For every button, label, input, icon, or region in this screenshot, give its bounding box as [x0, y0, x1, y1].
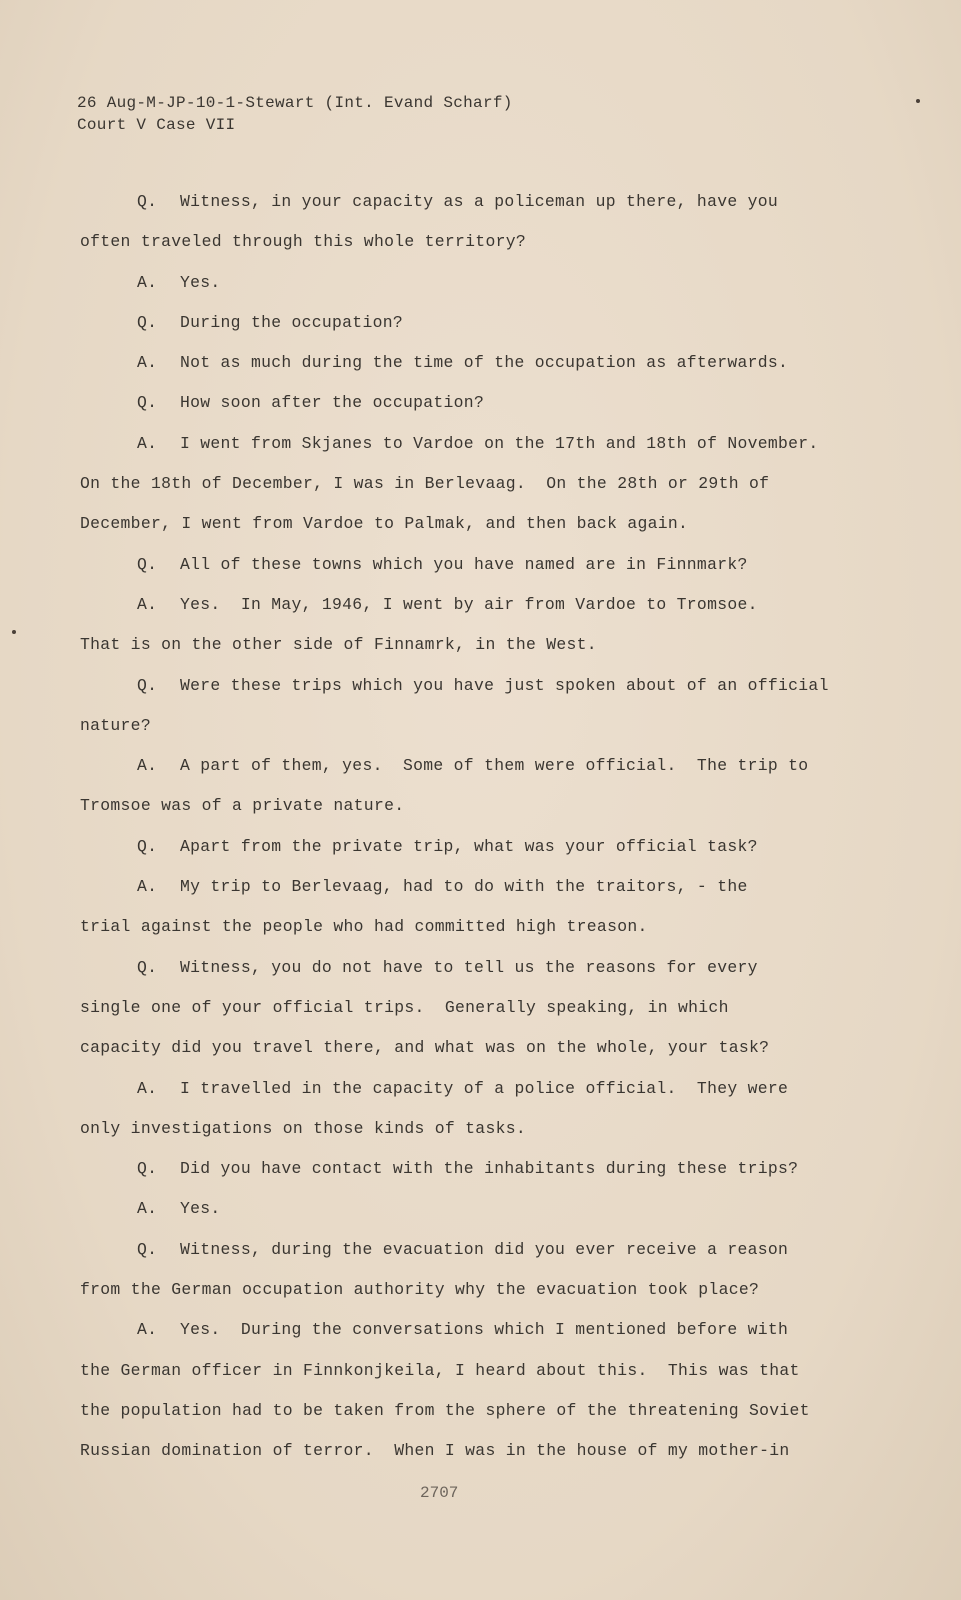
- question-line: [0, 948, 961, 988]
- transcript-body: [0, 182, 961, 1472]
- speaker-label: Q.: [137, 836, 158, 856]
- answer-line: [0, 786, 961, 826]
- transcript-text: the population had to be taken from the sphere of the threatening Soviet: [80, 1400, 810, 1420]
- answer-line: [0, 907, 961, 947]
- transcript-text: That is on the other side of Finnamrk, in the West.: [80, 635, 597, 655]
- transcript-text: Witness, you do not have to tell us the reasons for every: [180, 957, 758, 977]
- question-line: [0, 706, 961, 746]
- transcript-text: Apart from the private trip, what was your official task?: [180, 836, 758, 856]
- question-line: [0, 988, 961, 1028]
- transcript-text: Did you have contact with the inhabitants during these trips?: [180, 1159, 799, 1179]
- transcript-text: often traveled through this whole territory?: [80, 232, 526, 252]
- transcript-text: from the German occupation authority why the evacuation took place?: [80, 1280, 760, 1300]
- question-line: [0, 222, 961, 262]
- transcript-text: Yes.: [180, 272, 221, 292]
- transcript-text: Tromsoe was of a private nature.: [80, 796, 405, 816]
- transcript-text: the German officer in Finnkonjkeila, I heard about this. This was that: [80, 1360, 800, 1380]
- answer-line: [0, 1069, 961, 1109]
- question-line: [0, 303, 961, 343]
- answer-line: [0, 585, 961, 625]
- speaker-label: Q.: [137, 554, 158, 574]
- header-court-case-line: Court V Case VII: [77, 116, 236, 134]
- speaker-label: Q.: [137, 393, 158, 413]
- speaker-label: A.: [137, 272, 158, 292]
- transcript-text: only investigations on those kinds of tasks.: [80, 1118, 526, 1138]
- answer-line: [0, 424, 961, 464]
- answer-line: [0, 343, 961, 383]
- speaker-label: A.: [137, 877, 158, 897]
- transcript-text: nature?: [80, 715, 151, 735]
- answer-line: [0, 1391, 961, 1431]
- transcript-text: single one of your official trips. Generally speaking, in which: [80, 997, 729, 1017]
- speaker-label: A.: [137, 433, 158, 453]
- question-line: [0, 827, 961, 867]
- answer-line: [0, 1431, 961, 1471]
- speaker-label: A.: [137, 1078, 158, 1098]
- answer-line: [0, 1189, 961, 1229]
- speaker-label: A.: [137, 594, 158, 614]
- question-line: [0, 1149, 961, 1189]
- speaker-label: Q.: [137, 1159, 158, 1179]
- answer-line: [0, 625, 961, 665]
- speaker-label: Q.: [137, 192, 158, 211]
- transcript-text: Were these trips which you have just spoken about of an official: [180, 675, 829, 695]
- transcript-text: During the occupation?: [180, 312, 403, 332]
- transcript-text: trial against the people who had committed high treason.: [80, 917, 648, 937]
- answer-line: [0, 1310, 961, 1350]
- answer-line: [0, 263, 961, 303]
- question-line: [0, 182, 961, 222]
- transcript-text: Yes.: [180, 1199, 221, 1219]
- transcript-text: Russian domination of terror. When I was in the house of my mother-in: [80, 1441, 790, 1461]
- question-line: [0, 383, 961, 423]
- question-line: [0, 666, 961, 706]
- transcript-text: I travelled in the capacity of a police official. They were: [180, 1078, 789, 1098]
- transcript-text: All of these towns which you have named are in Finnmark?: [180, 554, 748, 574]
- transcript-text: Yes. During the conversations which I mentioned before with: [180, 1320, 789, 1340]
- transcript-text: How soon after the occupation?: [180, 393, 485, 413]
- speaker-label: Q.: [137, 312, 158, 332]
- transcript-text: capacity did you travel there, and what was on the whole, your task?: [80, 1038, 770, 1058]
- speaker-label: A.: [137, 353, 158, 373]
- transcript-text: I went from Skjanes to Vardoe on the 17th and 18th of November.: [180, 433, 819, 453]
- answer-line: [0, 867, 961, 907]
- speaker-label: Q.: [137, 1239, 158, 1259]
- transcript-text: On the 18th of December, I was in Berlevaag. On the 28th or 29th of: [80, 474, 770, 494]
- speaker-label: Q.: [137, 675, 158, 695]
- paper-speck: [916, 99, 920, 103]
- speaker-label: A.: [137, 756, 158, 776]
- question-line: [0, 1028, 961, 1068]
- question-line: [0, 545, 961, 585]
- transcript-text: My trip to Berlevaag, had to do with the traitors, - the: [180, 877, 748, 897]
- speaker-label: A.: [137, 1320, 158, 1340]
- transcript-text: Not as much during the time of the occupation as afterwards.: [180, 353, 789, 373]
- question-line: [0, 1270, 961, 1310]
- answer-line: [0, 1109, 961, 1149]
- transcript-text: Witness, during the evacuation did you ever receive a reason: [180, 1239, 789, 1259]
- answer-line: [0, 1351, 961, 1391]
- transcript-text: Yes. In May, 1946, I went by air from Vardoe to Tromsoe.: [180, 594, 758, 614]
- speaker-label: A.: [137, 1199, 158, 1219]
- speaker-label: Q.: [137, 957, 158, 977]
- answer-line: [0, 746, 961, 786]
- header-reference-line: 26 Aug-M-JP-10-1-Stewart (Int. Evand Scharf): [77, 94, 513, 112]
- page-number: 2707: [420, 1484, 459, 1502]
- answer-line: [0, 464, 961, 504]
- answer-line: [0, 504, 961, 544]
- question-line: [0, 1230, 961, 1270]
- transcript-text: Witness, in your capacity as a policeman up there, have you: [180, 192, 779, 211]
- paper-speck: [12, 630, 16, 634]
- transcript-text: A part of them, yes. Some of them were official. The trip to: [180, 756, 809, 776]
- transcript-text: December, I went from Vardoe to Palmak, and then back again.: [80, 514, 689, 534]
